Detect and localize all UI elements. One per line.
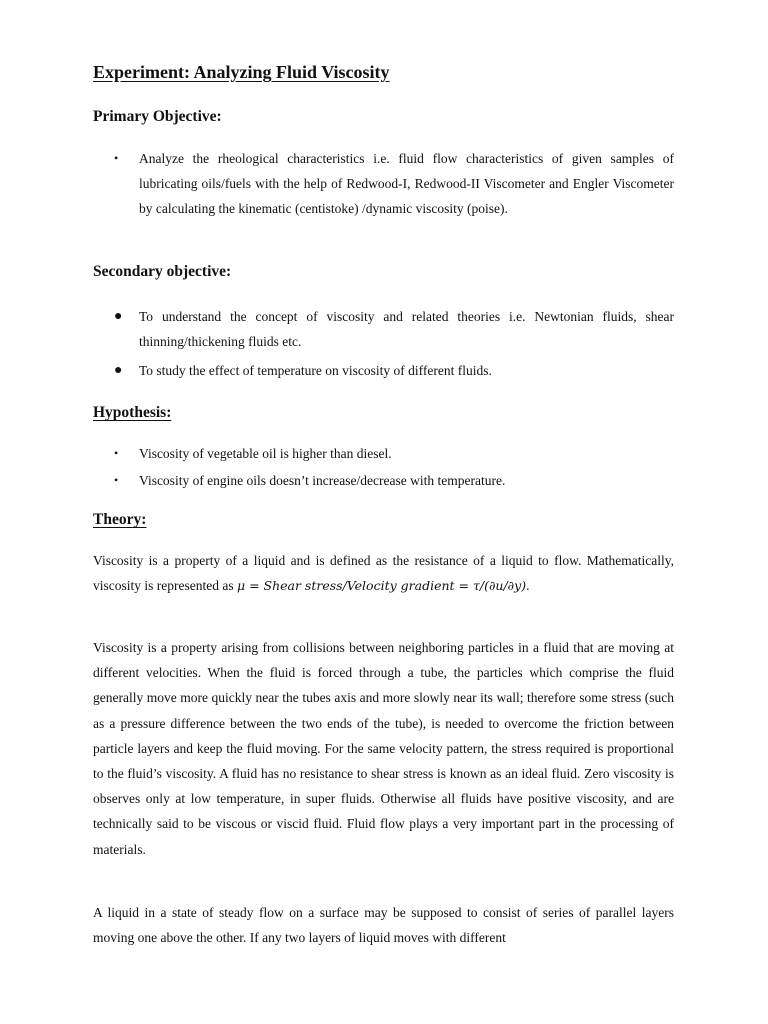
hypothesis-heading: Hypothesis:: [93, 404, 172, 421]
list-item: [0, 468, 768, 493]
theory-paragraph-1-text: Viscosity is a property of a liquid and is defined as the resistance of a liquid to flow. Mathematically, viscosity is represented as: [93, 553, 674, 594]
primary-objective-heading: Primary Objective:: [93, 108, 222, 125]
primary-objective-text: Analyze the rheological characteristics i.e. fluid flow characteristics of given samples of lubricating oils/fuels with the help of Redwood-I, Redwood-II Viscometer and Engler Viscometer by calculating the kinematic (centistoke) /dynamic viscosity (poise).: [139, 151, 674, 216]
hypothesis-text: Viscosity of vegetable oil is higher than diesel.: [139, 446, 392, 461]
list-item: [0, 441, 768, 466]
secondary-objective-heading: Secondary objective:: [93, 263, 232, 280]
viscosity-formula: μ = Shear stress/Velocity gradient = τ/(∂u/∂y): [236, 578, 527, 594]
bullet-icon: ●: [114, 363, 123, 378]
bullet-icon: ●: [114, 309, 123, 324]
secondary-objective-text: To study the effect of temperature on viscosity of different fluids.: [139, 363, 492, 378]
list-item: [0, 146, 768, 221]
theory-paragraph-1-end: .: [526, 578, 530, 594]
primary-objective-list: [0, 146, 768, 225]
hypothesis-text: Viscosity of engine oils doesn’t increase/decrease with temperature.: [139, 473, 506, 488]
secondary-objective-list: [0, 304, 768, 387]
document-title: Experiment: Analyzing Fluid Viscosity: [93, 62, 390, 82]
bullet-icon: •: [114, 473, 119, 487]
list-item: [0, 358, 768, 383]
bullet-icon: •: [114, 446, 119, 460]
list-item: [0, 304, 768, 354]
theory-paragraph-3: A liquid in a state of steady flow on a surface may be supposed to consist of series of parallel layers moving one above the other. If any two layers of liquid moves with different: [93, 905, 674, 946]
hypothesis-list: [0, 441, 768, 497]
bullet-icon: •: [114, 151, 119, 165]
secondary-objective-text: To understand the concept of viscosity and related theories i.e. Newtonian fluids, shear thinning/thickening fluids etc.: [139, 309, 674, 349]
theory-heading: Theory:: [93, 511, 147, 528]
theory-paragraph-2: Viscosity is a property arising from collisions between neighboring particles in a fluid that are moving at different velocities. When the fluid is forced through a tube, the particles which comprise the fluid generally move more quickly near the tubes axis and more slowly near its wall; therefore some stress (such as a pressure difference between the two ends of the tube), is needed to overcome the friction between particle layers and keep the fluid moving. For the same velocity pattern, the stress required is proportional to the fluid’s viscosity. A fluid has no resistance to shear stress is known as an ideal fluid. Zero viscosity is observes only at low temperature, in super fluids. Otherwise all fluids have positive viscosity, and are technically said to be viscous or viscid fluid. Fluid flow plays a very important part in the processing of materials.: [93, 640, 674, 857]
theory-paragraph-1: [93, 548, 674, 598]
